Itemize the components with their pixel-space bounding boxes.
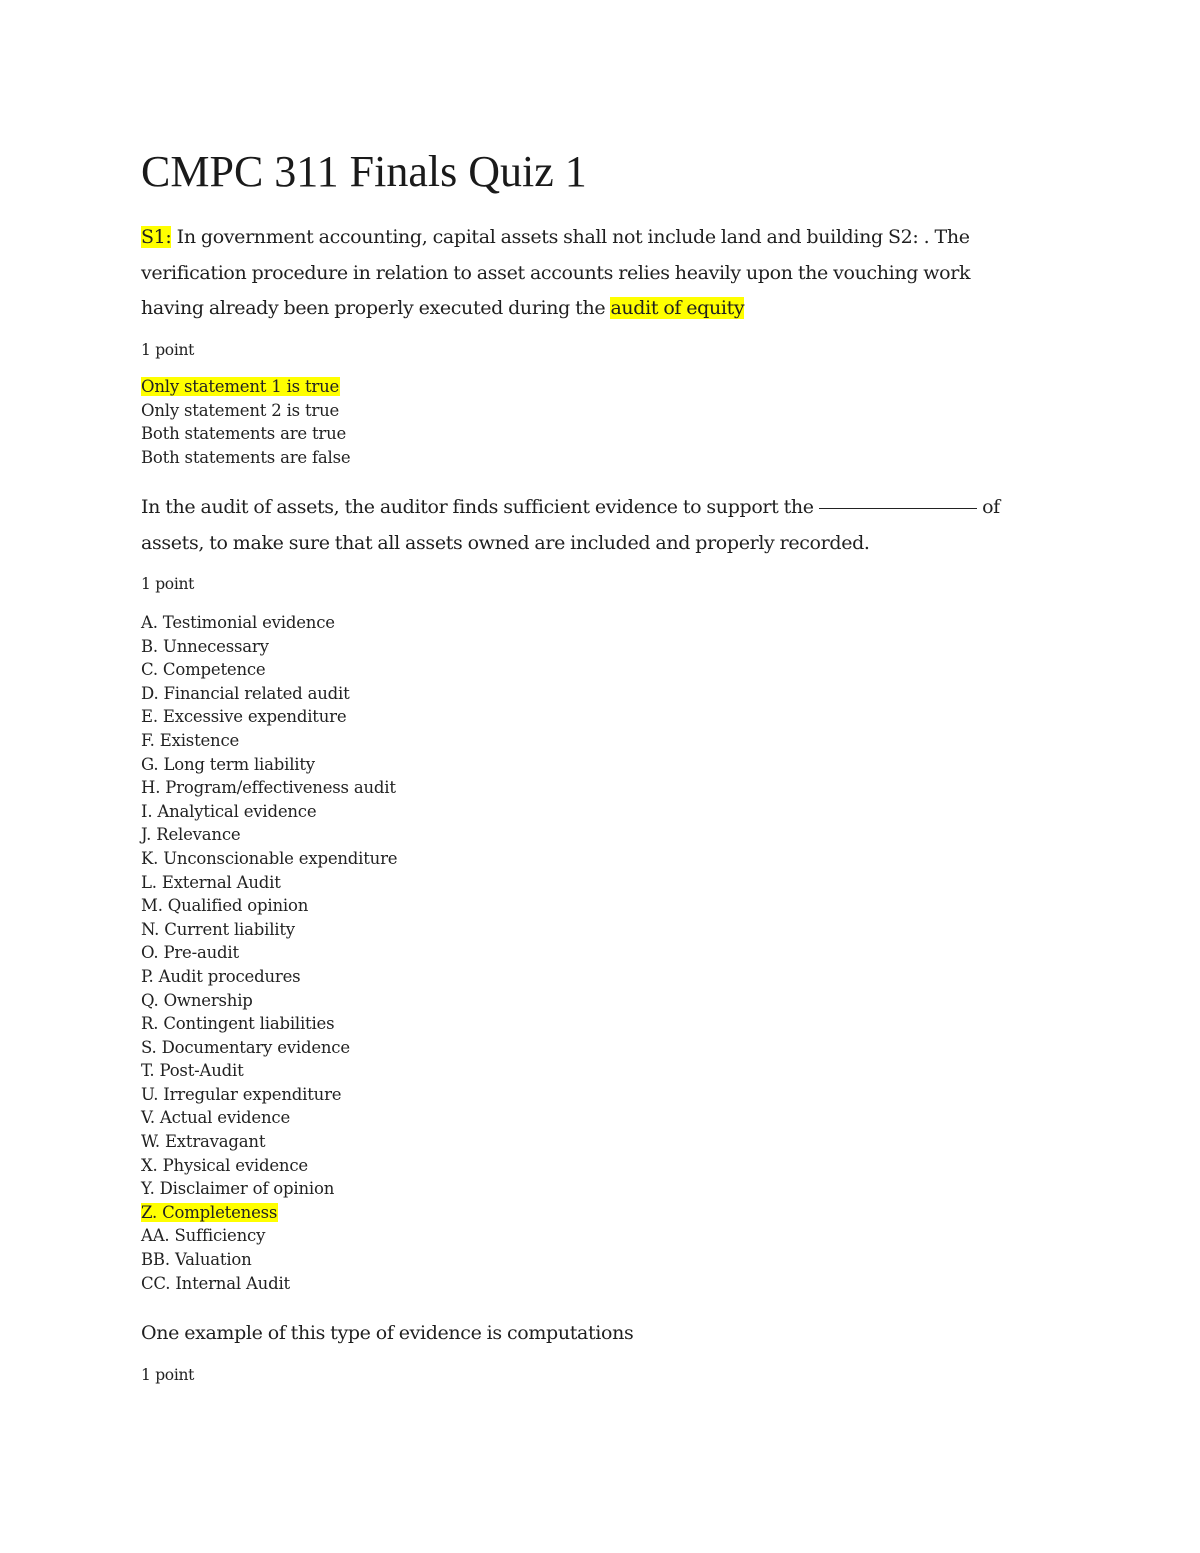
option-label: M. Qualified opinion [141, 896, 309, 916]
option-item[interactable] [141, 635, 398, 659]
option-label: Both statements are false [141, 447, 351, 467]
option-label: W. Extravagant [141, 1132, 266, 1152]
answer-blank [819, 507, 977, 509]
option-label: I. Analytical evidence [141, 801, 317, 821]
option-label-highlighted: Only statement 1 is true [141, 377, 340, 396]
option-item[interactable] [141, 941, 398, 965]
option-label: Y. Disclaimer of opinion [141, 1179, 335, 1199]
option-item[interactable] [141, 894, 398, 918]
option-item[interactable] [141, 989, 398, 1013]
question-2-body-start: In the audit of assets, the auditor finds sufficient evidence to support the [141, 496, 819, 518]
option-label: F. Existence [141, 730, 240, 750]
option-label: G. Long term liability [141, 754, 315, 774]
statement-label-highlight: S1: [141, 226, 172, 248]
option-item[interactable] [141, 1272, 398, 1296]
option-label: A. Testimonial evidence [141, 613, 335, 632]
option-label: O. Pre-audit [141, 943, 239, 963]
option-label: S. Documentary evidence [141, 1037, 350, 1057]
option-item[interactable] [141, 1012, 398, 1036]
option-item[interactable] [141, 800, 398, 824]
option-item[interactable] [141, 965, 398, 989]
option-item[interactable] [141, 1177, 398, 1201]
option-item[interactable] [141, 1036, 398, 1060]
option-label: N. Current liability [141, 919, 295, 939]
option-item[interactable] [141, 446, 351, 470]
option-label: AA. Sufficiency [141, 1226, 266, 1246]
question-1-points: 1 point [141, 341, 195, 359]
option-item[interactable] [141, 682, 398, 706]
question-2-points: 1 point [141, 575, 195, 593]
option-label: V. Actual evidence [141, 1108, 291, 1128]
option-label: U. Irregular expenditure [141, 1084, 342, 1104]
option-label: Only statement 2 is true [141, 400, 340, 420]
option-label: CC. Internal Audit [141, 1273, 290, 1293]
question-1-body: In government accounting, capital assets shall not include land and building S2: . The verification procedure in relation to asset accounts relies heavily upon the vouching work having already been properly executed during the [141, 226, 971, 319]
option-item[interactable] [141, 918, 398, 942]
option-label: H. Program/effectiveness audit [141, 778, 396, 798]
option-label: X. Physical evidence [141, 1155, 308, 1175]
option-item[interactable] [141, 1083, 398, 1107]
option-item[interactable] [141, 776, 398, 800]
option-item[interactable] [141, 1059, 398, 1083]
question-2-options [141, 611, 398, 1295]
option-label: K. Unconscionable expenditure [141, 848, 398, 868]
option-item[interactable] [141, 847, 398, 871]
option-label: Both statements are true [141, 424, 347, 444]
question-2-body-end: of assets, to make sure that all assets owned are included and properly recorded. [141, 496, 1000, 554]
option-label: D. Financial related audit [141, 683, 350, 703]
option-label: J. Relevance [141, 825, 241, 845]
option-item[interactable] [141, 422, 351, 446]
option-label: C. Competence [141, 660, 266, 680]
option-item[interactable] [141, 375, 351, 399]
answer-highlight: audit of equity [610, 297, 745, 319]
option-label: Q. Ownership [141, 990, 253, 1010]
option-item[interactable] [141, 611, 398, 635]
option-item[interactable] [141, 399, 351, 423]
option-label: BB. Valuation [141, 1250, 252, 1270]
option-item[interactable] [141, 1154, 398, 1178]
question-2-text [141, 490, 1036, 561]
question-3-text: One example of this type of evidence is computations [141, 1322, 634, 1344]
option-label: E. Excessive expenditure [141, 707, 347, 727]
option-label: R. Contingent liabilities [141, 1014, 335, 1034]
option-label: T. Post-Audit [141, 1061, 244, 1081]
option-item[interactable] [141, 1201, 398, 1225]
option-label-highlighted: Z. Completeness [141, 1202, 278, 1222]
option-label: B. Unnecessary [141, 636, 269, 656]
option-item[interactable] [141, 658, 398, 682]
question-1-text [141, 220, 1036, 327]
question-1-options [141, 375, 351, 469]
option-item[interactable] [141, 729, 398, 753]
option-item[interactable] [141, 753, 398, 777]
page-title: CMPC 311 Finals Quiz 1 [141, 147, 587, 196]
option-item[interactable] [141, 871, 398, 895]
question-3-points: 1 point [141, 1366, 195, 1384]
option-item[interactable] [141, 1248, 398, 1272]
option-item[interactable] [141, 705, 398, 729]
option-item[interactable] [141, 823, 398, 847]
option-item[interactable] [141, 1106, 398, 1130]
option-label: P. Audit procedures [141, 966, 301, 986]
option-label: L. External Audit [141, 872, 281, 892]
option-item[interactable] [141, 1130, 398, 1154]
option-item[interactable] [141, 1224, 398, 1248]
